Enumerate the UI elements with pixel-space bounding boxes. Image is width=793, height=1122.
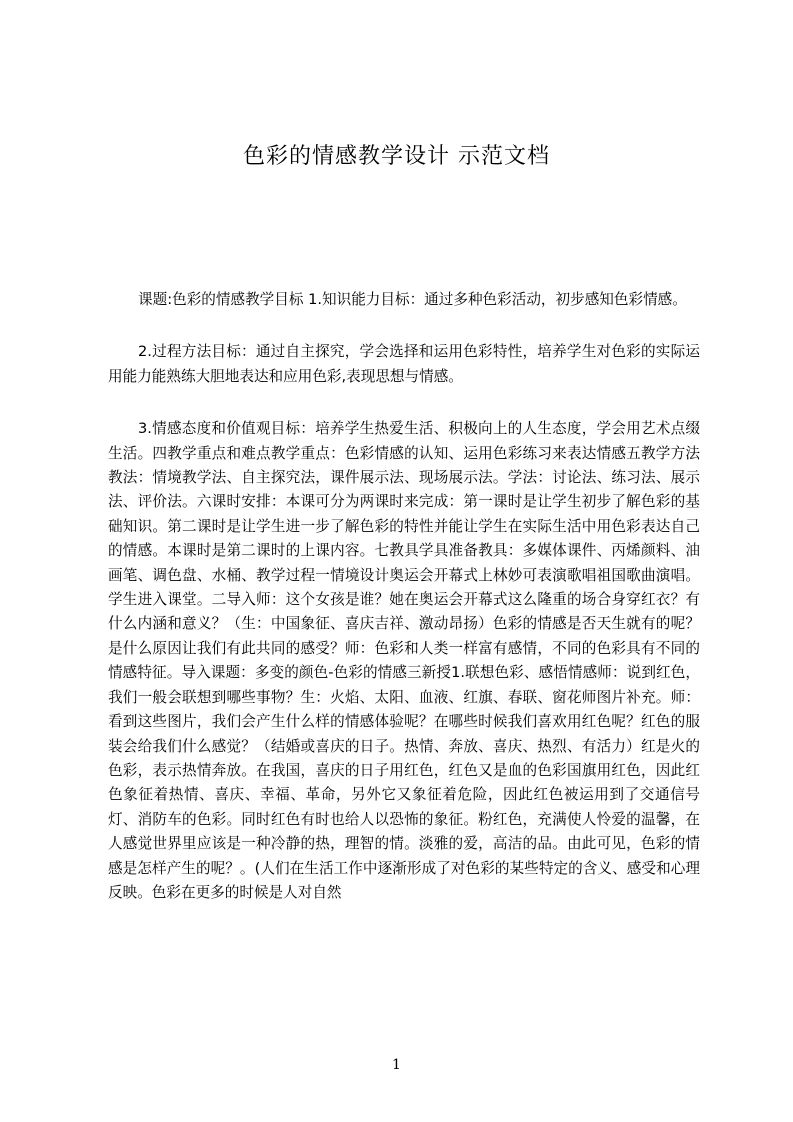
- document-body: [108, 288, 700, 933]
- document-title: 色彩的情感教学设计 示范文档: [243, 144, 550, 169]
- paragraph-objective-knowledge: 课题:色彩的情感教学目标 1.知识能力目标：通过多种色彩活动，初步感知色彩情感。: [138, 291, 687, 308]
- paragraph-objective-process: 2.过程方法目标：通过自主探究，学会选择和运用色彩特性，培养学生对色彩的实际运用能力能熟练大胆地表达和应用色彩,表现思想与情感。: [108, 343, 700, 385]
- paragraph-objective-attitude: 3.情感态度和价值观目标：培养学生热爱生活、积极向上的人生态度，学会用艺术点缀生活。四教学重点和难点教学重点：色彩情感的认知、运用色彩练习来表达情感五教学方法教法：情境教学法、自主探究法，课件展示法、现场展示法。学法：讨论法、练习法、展示法、评价法。六课时安排：本课可分为两课时来完成：第一课时是让学生初步了解色彩的基础知识。第二课时是让学生进一步了解色彩的特性并能让学生在实际生活中用色彩表达自己的情感。本课时是第二课时的上课内容。七教具学具准备教具：多媒体课件、丙烯颜料、油画笔、调色盘、水桶、教学过程一情境设计奥运会开幕式上林妙可表演歌唱祖国歌曲演唱。学生进入课堂。二导入师：这个女孩是谁？她在奥运会开幕式这么隆重的场合身穿红衣？有什么内涵和意义？（生：中国象征、喜庆吉祥、激动昂扬）色彩的情感是否天生就有的呢？是什么原因让我们有此共同的感受？师：色彩和人类一样富有感情，不同的色彩具有不同的情感特征。导入课题：多变的颜色-色彩的情感三新授1.联想色彩、感悟情感师：说到红色，我们一般会联想到哪些事物？生：火焰、太阳、血液、红旗、春联、窗花师图片补充。师：看到这些图片，我们会产生什么样的情感体验呢？在哪些时候我们喜欢用红色呢？红色的服装会给我们什么感觉？（结婚或喜庆的日子。热情、奔放、喜庆、热烈、有活力）红是火的色彩，表示热情奔放。在我国，喜庆的日子用红色，红色又是血的色彩国旗用红色，因此红色象征着热情、喜庆、幸福、革命，另外它又象征着危险，因此红色被运用到了交通信号灯、消防车的色彩。同时红色有时也给人以恐怖的象征。粉红色，充满使人怜爱的温馨，在人感觉世界里应该是一种冷静的热，理智的情。淡雅的爱，高洁的品。由此可见，色彩的情感是怎样产生的呢？。(人们在生活工作中逐渐形成了对色彩的某些特定的含义、感受和心理反映。色彩在更多的时候是人对自然: [108, 420, 700, 901]
- page-number: 1: [392, 1057, 401, 1073]
